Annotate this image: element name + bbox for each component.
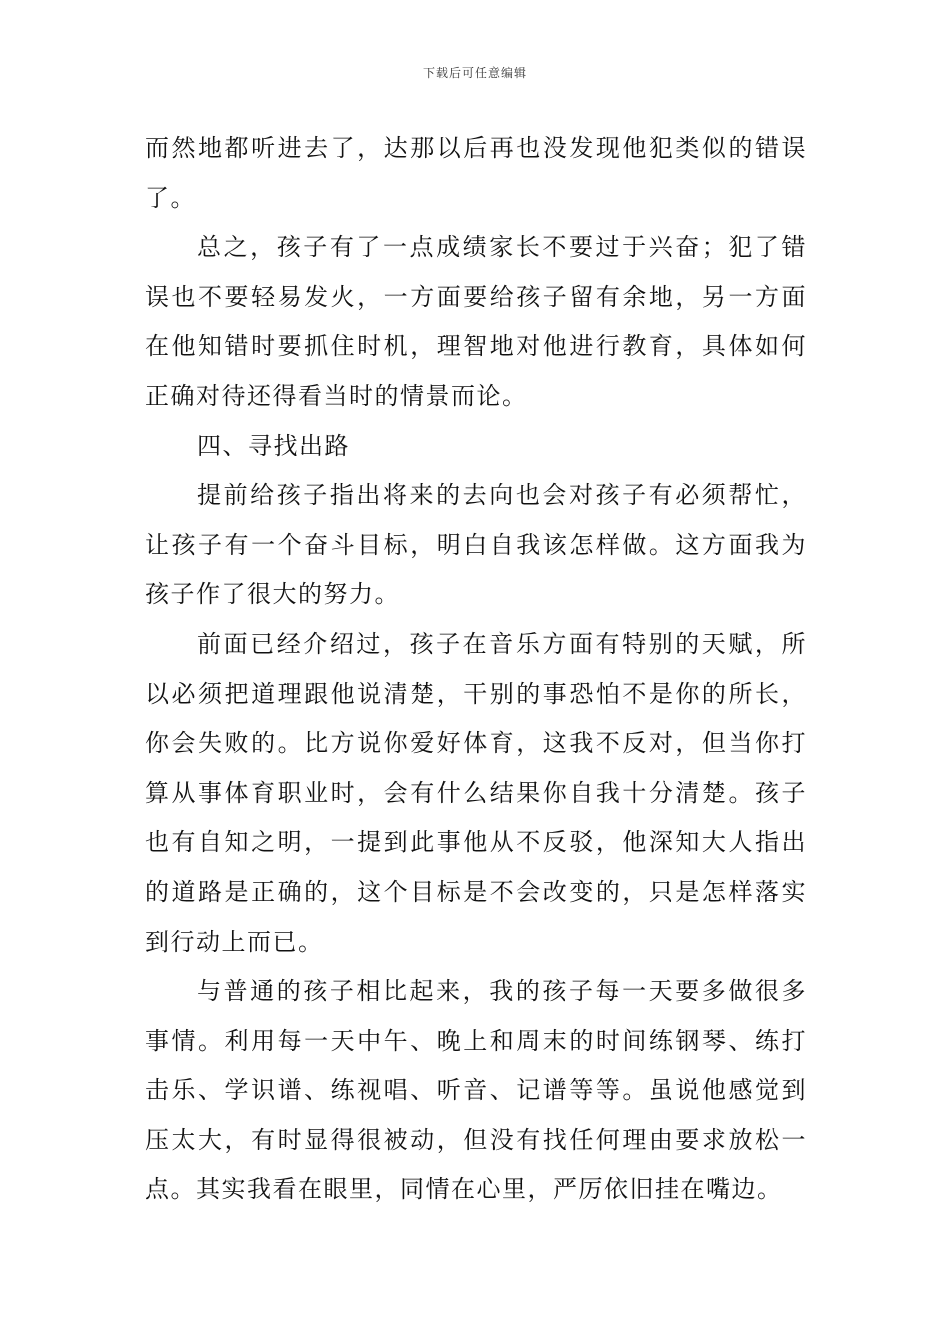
paragraph-daily-work: 与普通的孩子相比起来，我的孩子每一天要多做很多事情。利用每一天中午、晚上和周末的时间练钢琴、练打击乐、学识谱、练视唱、听音、记谱等等。虽说他感觉到压太大，有时显得很被动，但没有找任何理由要求放松一点。其实我看在眼里，同情在心里，严厉依旧挂在嘴边。 xyxy=(145,977,807,1204)
paragraph-talent: 前面已经介绍过，孩子在音乐方面有特别的天赋，所以必须把道理跟他说清楚，干别的事恐怕不是你的所长，你会失败的。比方说你爱好体育，这我不反对，但当你打算从事体育职业时，会有什么结果你自我十分清楚。孩子也有自知之明，一提到此事他从不反驳，他深知大人指出的道路是正确的，这个目标是不会改变的，只是怎样落实到行动上而已。 xyxy=(145,629,807,956)
document-body xyxy=(145,124,807,1215)
section-heading: 四、寻找出路 xyxy=(197,431,350,460)
page-header: 下载后可任意编辑 xyxy=(422,66,527,80)
paragraph-summary: 总之，孩子有了一点成绩家长不要过于兴奋；犯了错误也不要轻易发火，一方面要给孩子留有余地，另一方面在他知错时要抓住时机，理智地对他进行教育，具体如何正确对待还得看当时的情景而论。 xyxy=(145,233,807,410)
paragraph-continuation: 而然地都听进去了，达那以后再也没发现他犯类似的错误了。 xyxy=(145,134,807,212)
paragraph-direction: 提前给孩子指出将来的去向也会对孩子有必须帮忙，让孩子有一个奋斗目标，明白自我该怎样做。这方面我为孩子作了很大的努力。 xyxy=(145,481,807,609)
